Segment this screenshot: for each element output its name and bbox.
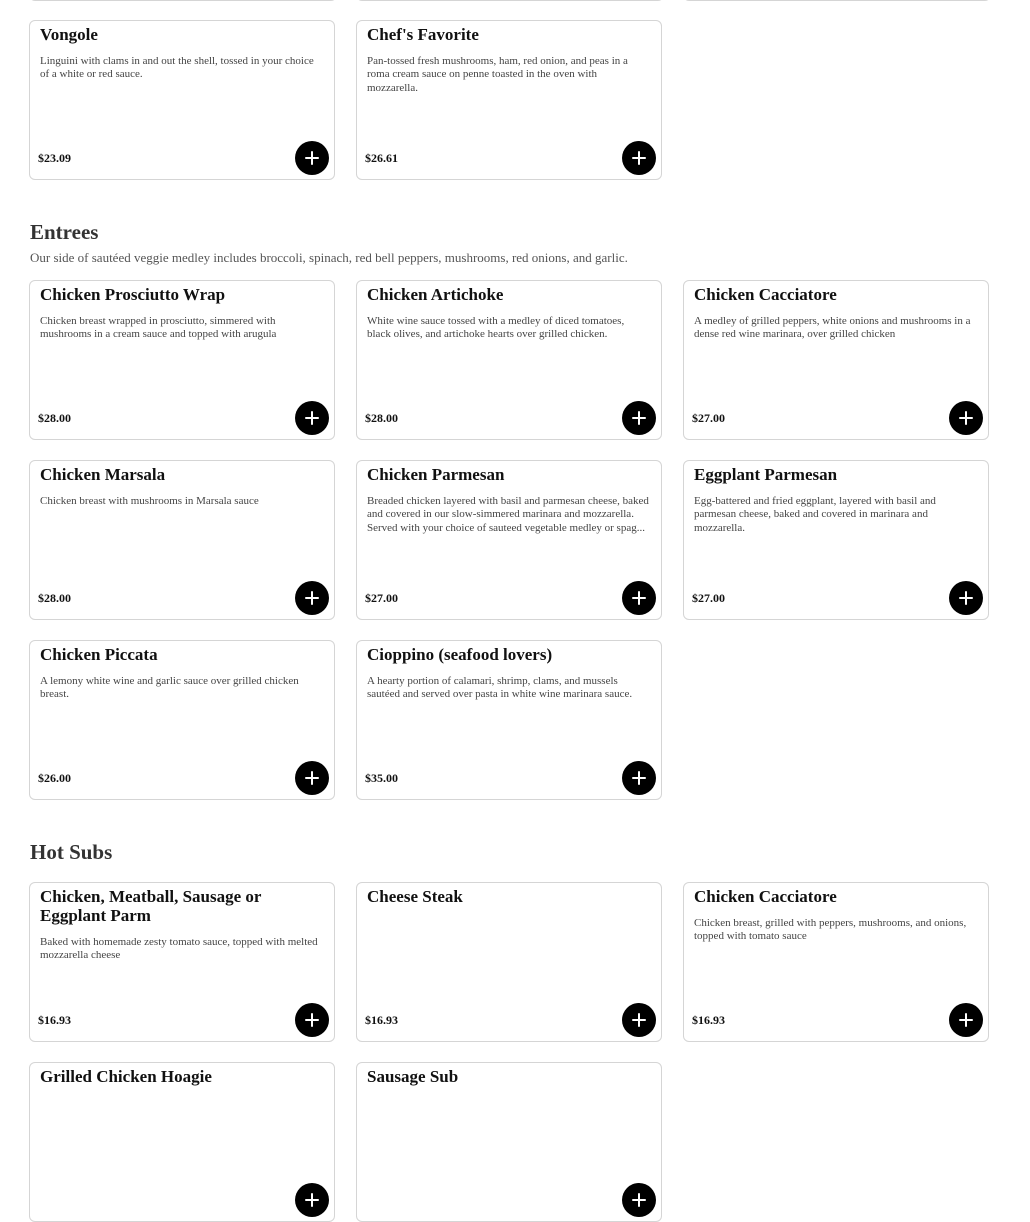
menu-item-price: $28.00: [38, 591, 71, 605]
plus-icon: [959, 1013, 973, 1027]
menu-item-description: A lemony white wine and garlic sauce over grilled chicken breast.: [40, 675, 299, 701]
plus-icon: [305, 1013, 319, 1027]
menu-item-description: Chicken breast with mushrooms in Marsala sauce: [40, 495, 259, 507]
menu-item-card[interactable]: [683, 882, 989, 1042]
menu-item-card[interactable]: [356, 20, 662, 180]
add-to-cart-button[interactable]: [622, 1183, 656, 1217]
menu-item-name: Cioppino (seafood lovers): [367, 645, 553, 664]
section-title-hot-subs: Hot Subs: [30, 840, 113, 864]
menu-item-card[interactable]: [356, 1062, 662, 1222]
plus-icon: [305, 151, 319, 165]
plus-icon: [305, 411, 319, 425]
menu-item-price: $23.09: [38, 151, 71, 165]
menu-item-name: Chicken Marsala: [40, 465, 166, 484]
menu-item-card[interactable]: [29, 1062, 335, 1222]
menu-item-description: White wine sauce tossed with a medley of diced tomatoes, black olives, and artichoke hearts over grilled chicken.: [367, 315, 625, 341]
menu-item-price: $16.93: [692, 1013, 725, 1027]
menu-item-name: Chef's Favorite: [367, 25, 479, 44]
menu-item-description: Chicken breast wrapped in prosciutto, simmered with mushrooms in a cream sauce and topped with arugula: [40, 315, 277, 341]
menu-item-name: Grilled Chicken Hoagie: [40, 1067, 212, 1086]
add-to-cart-button[interactable]: [949, 1003, 983, 1037]
menu-item-description: Pan-tossed fresh mushrooms, ham, red onion, and peas in a roma cream sauce on penne toasted in the oven with mozzarella.: [367, 55, 628, 94]
plus-icon: [632, 771, 646, 785]
menu-item-price: $16.93: [38, 1013, 71, 1027]
add-to-cart-button[interactable]: [295, 401, 329, 435]
menu-item-price: $26.61: [365, 151, 398, 165]
add-to-cart-button[interactable]: [949, 581, 983, 615]
section-title-entrees: Entrees: [30, 220, 99, 244]
add-to-cart-button[interactable]: [295, 1183, 329, 1217]
plus-icon: [305, 1193, 319, 1207]
menu-item-card[interactable]: [683, 280, 989, 440]
menu-item-card[interactable]: [356, 280, 662, 440]
add-to-cart-button[interactable]: [295, 761, 329, 795]
add-to-cart-button[interactable]: [949, 401, 983, 435]
menu-item-name: Chicken, Meatball, Sausage or Eggplant Parm: [40, 887, 262, 925]
plus-icon: [632, 151, 646, 165]
menu-item-price: $27.00: [692, 411, 725, 425]
plus-icon: [632, 591, 646, 605]
add-to-cart-button[interactable]: [622, 1003, 656, 1037]
menu-item-price: $28.00: [365, 411, 398, 425]
menu-item-price: $27.00: [365, 591, 398, 605]
add-to-cart-button[interactable]: [622, 761, 656, 795]
section-description-entrees: Our side of sautéed veggie medley includes broccoli, spinach, red bell peppers, mushrooms, red onions, and garlic.: [30, 250, 628, 265]
menu-item-card[interactable]: [29, 640, 335, 800]
add-to-cart-button[interactable]: [295, 1003, 329, 1037]
add-to-cart-button[interactable]: [622, 141, 656, 175]
menu-item-description: Baked with homemade zesty tomato sauce, topped with melted mozzarella cheese: [40, 936, 318, 962]
menu-item-price: $26.00: [38, 771, 71, 785]
menu-item-description: A hearty portion of calamari, shrimp, clams, and mussels sautéed and served over pasta in white wine marinara sauce.: [367, 675, 633, 701]
menu-item-name: Chicken Parmesan: [367, 465, 505, 484]
menu-item-description: Egg-battered and fried eggplant, layered with basil and parmesan cheese, baked and covered in marinara and mozzarella.: [694, 495, 936, 534]
menu-item-price: $16.93: [365, 1013, 398, 1027]
add-to-cart-button[interactable]: [622, 581, 656, 615]
previous-card-edge: [683, 0, 991, 1]
menu-item-description: Chicken breast, grilled with peppers, mushrooms, and onions, topped with tomato sauce: [694, 917, 967, 943]
menu-item-name: Chicken Artichoke: [367, 285, 504, 304]
plus-icon: [959, 411, 973, 425]
menu-item-price: $35.00: [365, 771, 398, 785]
menu-item-name: Eggplant Parmesan: [694, 465, 838, 484]
menu-item-name: Chicken Piccata: [40, 645, 158, 664]
menu-item-name: Vongole: [40, 25, 98, 44]
menu-item-card[interactable]: [29, 460, 335, 620]
menu-item-card[interactable]: [356, 882, 662, 1042]
menu-item-description: A medley of grilled peppers, white onions and mushrooms in a dense red wine marinara, over grilled chicken: [694, 315, 971, 341]
menu-item-card[interactable]: [29, 280, 335, 440]
menu-item-name: Chicken Cacciatore: [694, 887, 837, 906]
menu-item-price: $28.00: [38, 411, 71, 425]
menu-item-description: Linguini with clams in and out the shell, tossed in your choice of a white or red sauce.: [40, 55, 314, 81]
menu-item-name: Chicken Cacciatore: [694, 285, 837, 304]
plus-icon: [632, 1193, 646, 1207]
plus-icon: [632, 1013, 646, 1027]
menu-item-price: $27.00: [692, 591, 725, 605]
plus-icon: [305, 591, 319, 605]
plus-icon: [632, 411, 646, 425]
plus-icon: [305, 771, 319, 785]
add-to-cart-button[interactable]: [295, 581, 329, 615]
plus-icon: [959, 591, 973, 605]
previous-card-edge: [356, 0, 664, 1]
menu-item-card[interactable]: [356, 640, 662, 800]
previous-card-edge: [29, 0, 337, 1]
add-to-cart-button[interactable]: [295, 141, 329, 175]
menu-item-description: Breaded chicken layered with basil and parmesan cheese, baked and covered in our slow-simmered marinara and mozzarella. Served with your choice of sauteed vegetable medley or spag...: [367, 495, 649, 534]
menu-item-name: Chicken Prosciutto Wrap: [40, 285, 226, 304]
add-to-cart-button[interactable]: [622, 401, 656, 435]
menu-item-card[interactable]: [356, 460, 662, 620]
menu-item-name: Sausage Sub: [367, 1067, 459, 1086]
menu-item-card[interactable]: [29, 882, 335, 1042]
menu-item-name: Cheese Steak: [367, 887, 463, 906]
menu-item-card[interactable]: [29, 20, 335, 180]
menu-item-card[interactable]: [683, 460, 989, 620]
